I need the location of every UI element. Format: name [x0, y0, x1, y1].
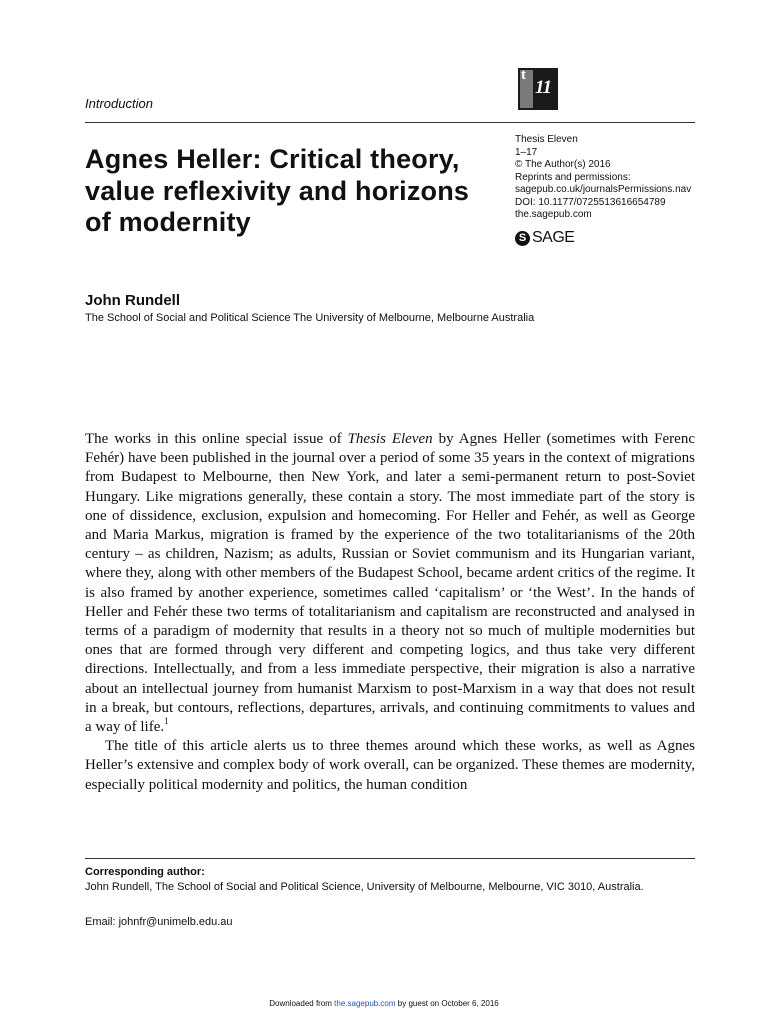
- journal-site-link[interactable]: the.sagepub.com: [515, 209, 592, 220]
- logo-number: 11: [535, 77, 551, 98]
- reprints-label: Reprints and permissions:: [515, 171, 631, 183]
- footnote-rule: [85, 858, 695, 859]
- copyright: © The Author(s) 2016: [515, 159, 611, 170]
- logo-letter: t: [521, 68, 526, 83]
- author-affiliation: The School of Social and Political Science The University of Melbourne, Melbourne Australia: [85, 312, 535, 324]
- author-name: John Rundell: [85, 292, 180, 309]
- journal-title-italic: Thesis Eleven: [347, 431, 433, 447]
- article-body: [85, 430, 695, 795]
- journal-logo: [518, 68, 558, 110]
- download-prefix: Downloaded from: [269, 999, 335, 1008]
- journal-name: Thesis Eleven: [515, 134, 578, 145]
- body-text-span: by Agnes Heller (sometimes with Ferenc Fehér) have been published in the journal over a period of some 35 years in the context of migrations from Budapest to Melbourne, then New York, and later a semi-permanent return to post-Soviet Hungary. Like migrations generally, these contain a story. The most immediate part of the story is one of dissidence, exclusion, expulsion and homecoming. For Heller and Fehér, as well as George and Maria Markus, migration is framed by the experience of the two totalitarianisms of the 20th century – as children, Nazism; as adults, Russian or Soviet communism and its Hungarian variant, where they, along with other members of the Budapest School, became ardent critics of the regime. It is also framed by another experience, sometimes called ‘capitalism’ or ‘the West’. In the hands of Heller and Fehér these two terms of totalitarianism and capitalism are reconstructed and analysed in terms of a paradigm of modernity that results in a theory not so much of multiple modernities but ones that are formed through very different and competing logics, and thus take very different directions. Intellectually, and from a less immediate perspective, their migration is also a narrative about an intellectual journey from humanist Marxism to post-Marxism in a way that does not result in a break, but contours, reflections, departures, arrivals, and continuing commitments to values and a way of life.: [85, 431, 695, 736]
- article-title: Agnes Heller: Critical theory, value reflexivity and horizons of modernity: [85, 144, 470, 237]
- download-suffix: by guest on October 6, 2016: [395, 999, 499, 1008]
- publisher-logo: [515, 229, 574, 247]
- section-label: Introduction: [85, 96, 153, 111]
- footnote-ref[interactable]: 1: [164, 716, 169, 727]
- sage-circle-icon: S: [515, 231, 530, 246]
- doi[interactable]: DOI: 10.1177/0725513616654789: [515, 196, 666, 208]
- body-text-span: The works in this online special issue of: [85, 431, 348, 447]
- corresponding-author-email[interactable]: Email: johnfr@unimelb.edu.au: [85, 916, 233, 928]
- body-paragraph: [85, 430, 695, 737]
- corresponding-author-address: John Rundell, The School of Social and Political Science, University of Melbourne, Melbourne, VIC 3010, Australia.: [85, 881, 644, 893]
- corresponding-author-heading: Corresponding author:: [85, 866, 205, 878]
- permissions-link[interactable]: sagepub.co.uk/journalsPermissions.nav: [515, 184, 692, 195]
- download-link[interactable]: the.sagepub.com: [334, 999, 396, 1008]
- publisher-logo-text: SAGE: [532, 229, 575, 246]
- header-rule: [85, 122, 695, 123]
- body-paragraph: The title of this article alerts us to three themes around which these works, as well as Agnes Heller’s extensive and complex body of work overall, can be organized. These themes are modernity, especially political modernity and politics, the human condition: [85, 738, 695, 793]
- download-notice: [0, 999, 768, 1008]
- article-metadata: [515, 134, 715, 222]
- page-range: 1–17: [515, 146, 538, 158]
